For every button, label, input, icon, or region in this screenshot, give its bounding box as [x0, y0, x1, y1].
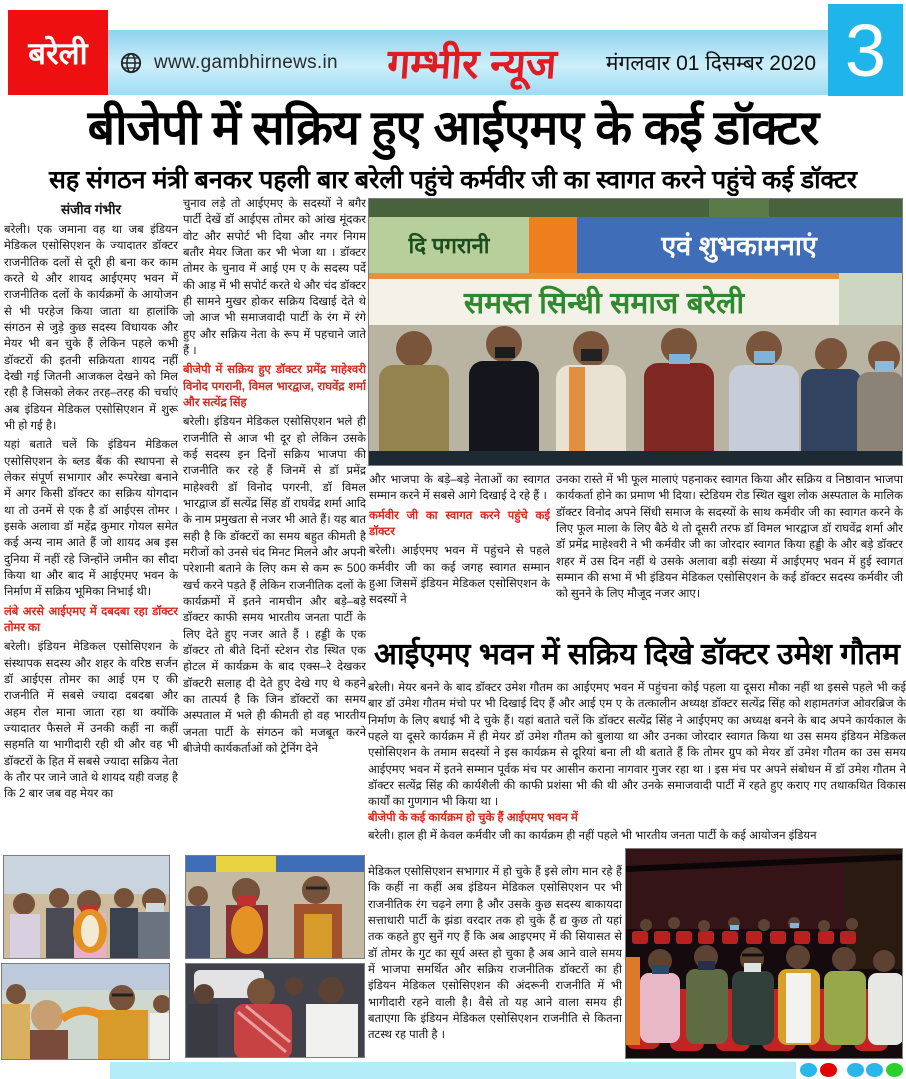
photo-garland-exchange-art: [186, 856, 365, 959]
page-number: 3: [844, 8, 887, 92]
crosshead: बीजेपी के कई कार्यक्रम हो चुके हैं आईएमए भवन में: [368, 812, 578, 824]
body-paragraph: बरेली। इंडियन मेडिकल एसोसिएशन भले ही राजनीति से आज भी दूर हो लेकिन उसके कई सदस्य इन दिनों सक्रिय भाजपा की राजनीति कर रहे हैं जिनमें से डॉ प्रमेंद्र माहेश्वरी डॉ विनोद पगरनी, डॉ विमल भारद्वाज डॉ सत्येंद्र सिंह डॉ राघवेंद्र शर्मा आदि के नाम प्रमुखता से नजर भी आते हैं। यह बात सही है कि डॉक्टरों का समय बहुत कीमती है मरीजों को उनसे चंद मिनट मिलने और अपनी परेशानी बताने के लिए कम से कम रू 500 खर्च करने पड़ते हैं लेकिन राजनीतिक दलों के कार्यक्रमों में इतने नामचीन और बड़े–बड़े डॉक्टर काफी समय भारतीय जनता पार्टी के लिए देते हुए नजर आते हैं । हड्डी के एक डॉक्टर तो बीते दिनों स्टेशन रोड स्थित एक होटल में कार्यक्रम के बाद एक्स–रे देखकर डॉक्टरी सलाह दी देते हुए देखे गए थे कहने का तात्पर्य है कि जिन डॉक्टरों का समय अस्पताल में भले ही कीमती हो वह भारतीय जनता पार्टी के संगठन को मजबूत करने बीजेपी कार्यकर्ताओं को ट्रेनिंग देने: [183, 416, 366, 755]
lead-column-1: [4, 200, 178, 848]
lead-column-2: [183, 196, 366, 848]
body-paragraph: बरेली। मेयर बनने के बाद डॉक्टर उमेश गौतम का आईएमए भवन में पहुंचना कोई पहला या दूसरा मौका नहीं था इससे पहले भी कई बार डॉ उमेश गौतम मंचो पर भी दिखाई दिए हैं और आई एम ए के तत्कालीन अध्यक्ष डॉक्टर सत्येंद्र सिंह को शहामतगंज ओवरब्रिज के निर्माण के लिए बधाई भी दे चुके हैं। यहां बताते चलें कि डॉक्टर सत्येंद्र सिंह ने आईएमए का अध्यक्ष बनने के बाद अपने कार्यकाल के पहले या दूसरे कार्यक्रम में ही मेयर डॉ उमेश गौतम को बुलाया था और उनका जोरदार स्वागत किया था उस समय इंडियन मेडिकल एसोसिएशन के तमाम सदस्यों ने इस कार्यक्रम से दूरियां बना ली थी बताते हैं कि तोमर ग्रुप को मेयर डॉ उमेश गौतम का उस समय आईएमए भवन में इतने सम्मान पूर्वक मंच पर आसीन कराना नागवार गुजर रहा था । इस मंच पर अपने संबोधन में डॉ उमेश गौतम ने डॉक्टर सत्येंद्र सिंह की कार्यशैली की काफी प्रशंसा भी की थी और उनके समाजवादी पार्टी में रहते हुए कराए गए तथाकथित विकास कार्यों का गुणगान भी किया था ।: [368, 682, 906, 809]
second-story-paragraph-1: [368, 680, 906, 810]
photo-auditorium-audience: [625, 848, 903, 1059]
photo-garland-crowd-art: [4, 856, 170, 959]
body-paragraph: बरेली। हाल ही में केवल कर्मवीर जी का कार्यक्रम ही नहीं पहले भी भारतीय जनता पार्टी के कई आयोजन इंडियन: [368, 830, 817, 842]
print-mark-dot: [800, 1063, 817, 1077]
photo-welcome-event: [368, 198, 903, 466]
body-paragraph: उनका रास्ते में भी फूल मालाएं पहनाकर स्वागत किया और सक्रिय व निष्ठावान भाजपा कार्यकर्ता होने का प्रमाण भी दिया। स्टेडियम रोड स्थित खुश लोक अस्पताल के मालिक डॉक्टर विनोद अपने सिंधी समाज के सदस्यों के साथ कर्मवीर जी का स्वागत करने के लिए फूल माला के लिए बैठे थे तो दूसरी तरफ डॉ विमल भारद्वाज डॉ राघवेंद्र शर्मा और डॉ प्रमेंद्र माहेश्वरी ने भी कर्मवीर जी का जोरदार स्वागत किया हड्डी के और बड़े डॉक्टर शहर में उस दिन नहीं थे उसके अलावा बड़ी संख्या में आईएमए भवन में हुई स्वागत सम्मान की सभा में भी इंडियन मेडिकल एसोसिएशन के कई डॉक्टर सदस्य कर्मवीर जी को सुनने के लिए मौजूद नजर आए।: [556, 474, 903, 601]
bottom-color-band: [110, 1062, 796, 1079]
photo-welcome-event-art: [369, 199, 903, 466]
second-story-crosshead-wrap: [368, 810, 906, 828]
website-url: www.gambhirnews.in: [154, 51, 338, 73]
photo-garlanding-elder: [1, 963, 170, 1060]
masthead-city-box: [8, 10, 108, 95]
lead-column-3: [369, 472, 550, 630]
paper-name: गम्भीर न्यूज: [385, 40, 559, 87]
crosshead: लंबे अरसे आईएमए में दबदबा रहा डॉक्टर तोमर का: [4, 605, 178, 635]
page-number-box: [828, 4, 903, 96]
photo-garland-exchange: [185, 855, 365, 959]
banner-left-text: दि पगरानी: [408, 233, 490, 258]
body-paragraph: बरेली। एक जमाना वह था जब इंडियन मेडिकल एसोसिएशन के ज्यादातर डॉक्टर राजनीतिक दलों से दूरी ही बना कर काम करते थे और शायद आईएमए भवन में राजनीतिक दलों के कार्यक्रमों के आयोजन से भी परहेज किया जाता था हालांकि संगठन से जुड़े कुछ सदस्य विधायक और मेयर भी बन चुके हैं लेकिन पहले कभी डॉक्टरों की इतनी सक्रियता शायद नहीं देखी गई जितनी आजकल देखने को मिल रही है जिसको लेकर तरह–तरह की चर्चाएं अब इंडियन मेडिकल एसोसिएशन में शुरू भी हो गई है।: [4, 224, 178, 433]
byline: संजीव गंभीर: [60, 202, 121, 217]
body-paragraph: और भाजपा के बड़े–बड़े नेताओं का स्वागत सम्मान करने में सबसे आगे दिखाई दे रहे हैं ।: [369, 474, 550, 503]
crosshead: कर्मवीर जी का स्वागत करने पहुंचे कई डॉक्टर: [369, 509, 550, 538]
photo-garlanding-elder-art: [2, 964, 170, 1060]
lead-subheadline: सह संगठन मंत्री बनकर पहली बार बरेली पहुंचे कर्मवीर जी का स्वागत करने पहुंचे कई डॉक्टर: [49, 166, 857, 194]
masthead-band: [108, 30, 828, 95]
second-story-paragraph-2-wrap: [368, 864, 622, 1062]
city-label: बरेली: [28, 35, 88, 71]
body-paragraph: बरेली। इंडियन मेडिकल एसोसिएशन के संस्थापक सदस्य और शहर के वरिष्ठ सर्जन डॉ आईएस तोमर का आई एम ए की राजनीति में सबसे ज्यादा दबदबा और अहम रोल माना जाता रहा था क्योंकि ज्यादातर फैसले में उनकी कहीं ना कहीं सहमति या भागीदारी रही थी और वह भी डॉक्टरों के हित में सबसे ज्यादा सक्रिय नेता के तौर पर जाने जाते थे शायद यही वजह है कि 2 बार जब वह मेयर का: [4, 641, 178, 801]
lead-column-4: [556, 472, 903, 632]
globe-icon: [120, 52, 142, 74]
print-mark-dot: [820, 1063, 837, 1077]
second-headline: आईएमए भवन में सक्रिय दिखे डॉक्टर उमेश गौतम: [374, 638, 900, 671]
body-paragraph: मेडिकल एसोसिएशन सभागार में हो चुके हैं इसे लोग मान रहे हैं कि कहीं ना कहीं अब इंडियन मेडिकल एसोसिएशन पर भी राजनीतिक रंग चढ़ने लगा है और उसके कुछ सदस्य बाकायदा सत्ताधारी पार्टी के झंडा वरदार तक हो चुके हैं द्य कुछ तो यहां तक कहते हुए सुनें गए हैं कि अब आइएमए में की सियासत से डॉ तोमर के गुट का सूर्य अस्त हो चुका है अब आने वाले समय में भाजपा समर्थित और सक्रिय राजनीतिक डॉक्टरों का ही इंडियन मेडिकल एसोसिएशन की अंदरूनी राजनीति में भी भागीदारी रहने वाली है। वैसे तो यह आने वाला समय ही बताएगा कि इंडियन मेडिकल एसोसिएशन राजनीति से कितना तटस्थ रह पाती है ।: [368, 866, 622, 1042]
lead-headline: बीजेपी में सक्रिय हुए आईएमए के कई डॉक्टर: [87, 102, 819, 155]
photo-shawl-honour: [185, 963, 365, 1058]
body-paragraph: चुनाव लड़े तो आईएमए के सदस्यों ने बगैर पार्टी देखें डॉ आईएस तोमर को आंख मूंदकर वोट और सपोर्ट भी दिया और नगर निगम बतौर मेयर जिता कर भी भेजा था । डॉक्टर तोमर के चुनाव में आई एम ए के सदस्य पर्दे की आड़ में भी सपोर्ट करते थे और चंद डॉक्टर ही सामने मुखर होकर सक्रिय दिखाई देते थे जो आज भी समाजवादी पार्टी के रंग में रंगे हुए और सक्रिय नेता के रूप में पहचाने जाते हैं ।: [183, 198, 366, 357]
banner-top-text: एवं शुभकामनाएं: [661, 231, 817, 261]
photo-shawl-honour-art: [186, 964, 365, 1058]
print-mark-dot: [847, 1063, 864, 1077]
print-mark-dot: [866, 1063, 883, 1077]
photo-auditorium-audience-art: [626, 849, 903, 1059]
crosshead: बीजेपी में सक्रिय हुए डॉक्टर प्रमेंद्र माहेश्वरी विनोद पगरानी, विमल भारद्वाज, राघवेंद्र शर्मा और सत्येंद्र सिंह: [183, 364, 366, 409]
print-mark-dot: [886, 1063, 903, 1077]
banner-main-text: समस्त सिन्धी समाज बरेली: [463, 287, 745, 320]
photo-garland-crowd: [3, 855, 170, 959]
body-paragraph: यहां बताते चलें कि इंडियन मेडिकल एसोसिएशन के ब्लड बैंक की स्थापना से लेकर संपूर्ण सभागार और रूपरेखा बनाने में अगर किसी डॉक्टर का सक्रिय योगदान था तो उनमें से एक है डॉ आईएस तोमर । इसके अलावा डॉ महेंद्र कुमार गोयल समेत कई अन्य नाम आते हैं जो शायद अब इस दुनिया में नहीं रहे जिन्होंने जमीन का सौदा किया था और बाद में आईएमए भवन के निर्माण में सक्रिय भूमिका निभाई थी।: [4, 439, 178, 599]
issue-date: मंगलवार 01 दिसम्बर 2020: [605, 51, 816, 75]
body-paragraph: बरेली। आईएमए भवन में पहुंचने से पहले कर्मवीर जी का कई जगह स्वागत सम्मान हुआ जिसमें इंडियन मेडिकल एसोसिएशन के सदस्यों ने: [369, 545, 550, 607]
